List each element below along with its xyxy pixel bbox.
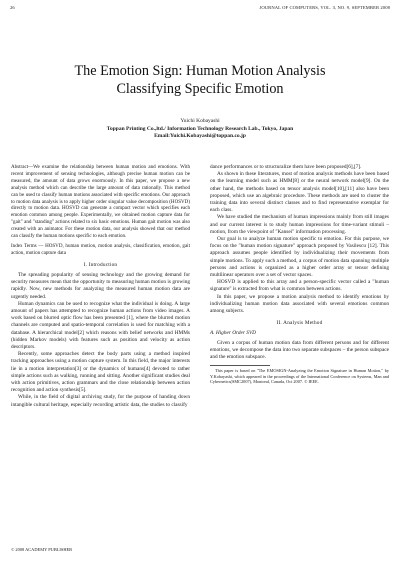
footnote: This paper is based on "The EMOSIGN-Analyzing the Emotion Signature in Human Motion," by Y.Kobayashi, which appeared in the proceedings of the International Conference on Systems, Man and Cybernetics(SMC2007), Montreal, Canada, Oct 2007. © IEEE. — [210, 368, 389, 385]
left-paragraph: Recently, some approaches detect the body parts using a method inspired tracking approaches using a motion capture system. In this field, the major interests lie in a motion interpretation[3] or the dynamics of humans[4] devoted to rather simple actions such as walking, running and sitting. Another significant studies deal with action primitives, action grammars and the close relationship between action recognition and action synthesis[5]. — [11, 351, 190, 394]
journal-title: JOURNAL OF COMPUTERS, VOL. 3, NO. 9, SEPTEMBER 2008 — [259, 5, 390, 10]
publisher-footer: © 2008 ACADEMY PUBLISHER — [11, 547, 73, 552]
paper-title — [20, 62, 380, 98]
author-affiliation: Toppan Printing Co.,ltd./ Information Technology Research Lab., Tokyo, Japan — [106, 125, 294, 132]
abstract: Abstract—We examine the relationship between human motion and emotions. With recent improvement of sensing technologies, although precise human motion can be measured, the amount of data grows enormously. In this paper, we propose a new analysis method which can describe the large amount of data rationally. This method can be used to classify human motions associated with specific emotions. Our approach to motion data analysis is to apply higher order singular value decomposition (HOSVD) directly to motion data. HOSVD can generate a compact vector which specifies each emotion common among people. Experimentally, we obtained motion capture data for "gait" and "standing" actions related to six basic emotions. Human gait motion was also created with an animator. For these motion data, our analysis showed that our method can classify the human motions specific to each emotion. — [11, 164, 190, 240]
right-paragraph: HOSVD is applied to this array and a person-specific vector called a "human signature" is extracted from what is common between actions. — [210, 279, 389, 293]
subsection-heading-hosvd: A. Higher Order SVD — [210, 330, 256, 337]
page-number: 26 — [10, 5, 15, 10]
title-line-2: Classifying Specific Emotion — [116, 81, 284, 97]
author-name: Yuichi Kobayashi — [180, 118, 220, 124]
right-paragraph: As shown in these literatures, most of motion analysis methods have been based on the learning model such as HMM[8] or the neural network model[9]. On the other hand, the methods based on tensor analysis model[10],[11] also have been proposed, which use an algebraic procedure. These methods are used to cluster the training data into several distinct classes and to find representative exemplar for each class. — [210, 171, 389, 214]
right-column — [210, 164, 389, 385]
right-paragraph: dance performances or to structuralize them have been proposed[6],[7]. — [210, 164, 362, 170]
right-paragraph: Given a corpus of human motion data from different persons and for different emotions, we decompose the data into two separate subspaces – the person subspace and the emotion subspace. — [210, 339, 390, 361]
right-paragraph: In this paper, we propose a motion analysis method to identify emotions by individualizing human motion data associated with several emotions common among subjects. — [210, 293, 389, 315]
section-heading-introduction: I. Introduction — [83, 261, 118, 268]
index-terms: Index Terms — HOSVD, human motion, motion analysis, classification, emotion, gait action, motion capture data — [11, 242, 190, 256]
title-line-1: The Emotion Sign: Human Motion Analysis — [74, 63, 326, 79]
left-paragraph: The spreading popularity of sensing technology and the growing demand for security measures mean that the opportunity to measuring human motion is growing rapidly. Now, new methods for analyzing the measured human motion data are urgently needed. — [11, 271, 190, 300]
author-block — [20, 118, 380, 141]
left-paragraph: While, in the field of digital archiving study, for the purpose of handing down intangible cultural heritage, especially recording artistic data, the studies to classify — [11, 394, 190, 408]
section-heading-analysis-method: II. Analysis Method — [276, 320, 323, 327]
footnote-divider — [210, 365, 270, 366]
right-paragraph: Our goal is to analyze human motion specific to emotion. For this purpose, we focus on the "human motion signature" approach proposed by Vasilescu [12]. This approach assumes people identified by individualizing their movements from simple motions. To apply such a method, a corpus of motion data spanning multiple persons and actions is organized as a higher order array or tensor defining multilinear operators over a set of vector spaces. — [210, 236, 389, 279]
right-paragraph: We have studied the mechanism of human impressions mainly from still images and our current interest is to study human impressions for time-variant stimuli – motion, from the viewpoint of "Kansei" information processing. — [210, 214, 389, 235]
left-paragraph: Human dynamics can be used to recognize what the individual is doing. A large amount of papers has attempted to recognize human actions from video images. A work based on blurred optic flow has been presented [1], where the blurred motion channels are computed and spatio-temporal correlation is used for matching with a database. A hierarchical model[2] which reasons with belief networks and HMMs (hidden Markov models) with features such as position and velocity as action descriptors. — [11, 300, 190, 351]
running-header — [10, 5, 390, 14]
left-column — [11, 164, 190, 409]
author-email: Email:Yuichi.Kobayashi@toppan.co.jp — [154, 133, 246, 139]
